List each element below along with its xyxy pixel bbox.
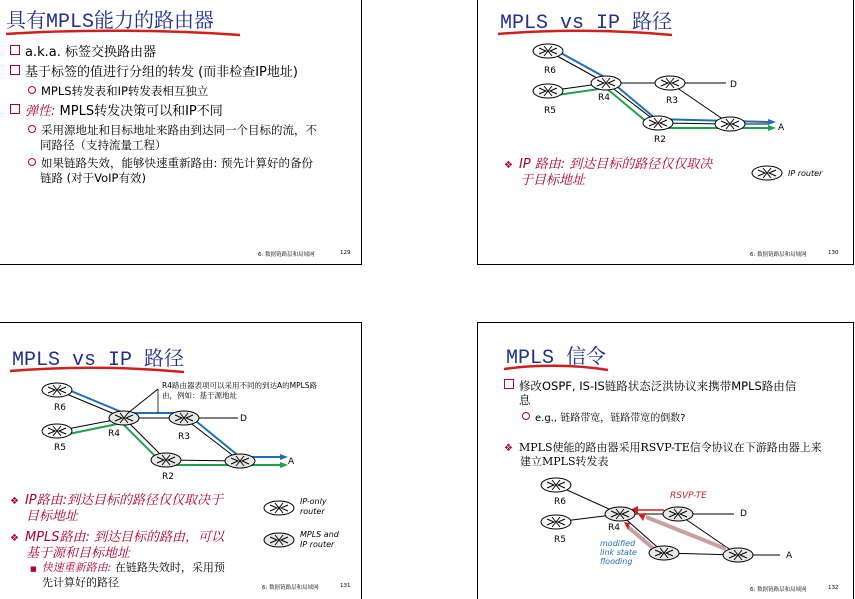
ip-router-legend-icon — [750, 164, 784, 182]
router-r5-icon — [533, 84, 563, 98]
square-bullet-icon — [10, 104, 20, 114]
diamond-bullet-icon: ❖ — [504, 160, 513, 171]
label-r2: R2 — [654, 135, 666, 145]
bullet: a.k.a. 标签交换路由器 — [10, 44, 156, 61]
slide-132 — [477, 322, 854, 599]
router-r3-icon — [169, 411, 199, 425]
router-r2-icon — [643, 116, 673, 130]
square-bullet-icon — [10, 65, 20, 75]
title-underline — [502, 363, 612, 375]
label-r6: R6 — [54, 403, 66, 413]
legend-ip-only: IP-only router — [300, 497, 327, 516]
label-d: D — [740, 509, 747, 519]
router-r4-icon — [591, 76, 621, 90]
circle-bullet-icon — [28, 125, 36, 133]
callout-arrow — [128, 389, 158, 413]
label-rsvp-te: RSVP-TE — [670, 491, 707, 501]
sub-bullet: e.g., 链路带宽，链路带宽的倒数? — [522, 411, 686, 426]
router-r6-icon — [541, 478, 571, 492]
bullet: ❖ MPLS路由: 到达目标的路由，可以 基于源和目标地址 — [10, 530, 225, 561]
square-bullet-icon — [10, 45, 20, 55]
bullet: 修改OSPF, IS-IS链路状态泛洪协议来携带MPLS路由信 息 — [504, 379, 796, 407]
square-bullet-icon — [504, 379, 514, 389]
label-a: A — [786, 551, 793, 561]
label-r5: R5 — [554, 535, 566, 545]
footer-chapter: 6: 数据链路层和局域网 — [258, 252, 315, 258]
footer-page: 131 — [340, 583, 351, 589]
label-r5: R5 — [54, 443, 66, 453]
label-r5: R5 — [544, 106, 556, 116]
sub-bullet: MPLS转发表和IP转发表相互独立 — [28, 84, 208, 99]
legend-mpls: MPLS and IP router — [300, 530, 339, 549]
router-r5-icon — [42, 424, 72, 438]
label-modified-flooding: modified link state flooding — [600, 539, 637, 566]
label-a: A — [288, 457, 295, 467]
legend-ip-router: IP router — [788, 169, 823, 178]
slide-131 — [0, 322, 362, 599]
router-a-icon — [723, 548, 753, 562]
label-r6: R6 — [544, 66, 556, 76]
footer-chapter: 6: 数据链路层和局域网 — [262, 585, 319, 591]
bullet: ❖ IP路由:到达目标的路径仅仅取决于 目标地址 — [10, 493, 224, 524]
footer-chapter: 6: 数据链路层和局域网 — [750, 587, 807, 593]
title-underline — [4, 28, 244, 40]
sub-bullet: ■ 快速重新路由: 在链路失效时，采用预 先计算好的路径 — [30, 561, 225, 589]
bullet: ❖ IP 路由: 到达目标的路径仅仅取决 于目标地址 — [504, 157, 713, 188]
circle-bullet-icon — [28, 86, 36, 94]
router-a-icon — [225, 454, 255, 468]
slide-title: MPLS vs IP 路径 — [12, 349, 185, 372]
router-r4-icon — [109, 411, 139, 425]
router-r3-icon — [663, 507, 693, 521]
label-r2: R2 — [162, 472, 174, 482]
circle-bullet-icon — [522, 412, 530, 420]
router-r6-icon — [533, 44, 563, 58]
label-r4: R4 — [608, 523, 620, 533]
router-r5-icon — [541, 515, 571, 529]
diamond-bullet-icon: ❖ — [10, 496, 19, 507]
router-r2-icon — [649, 546, 679, 560]
router-a-icon — [715, 117, 745, 131]
diamond-bullet-icon: ❖ — [504, 443, 513, 454]
network-diagram — [478, 473, 853, 583]
label-d: D — [730, 80, 737, 90]
router-r2-icon — [151, 453, 181, 467]
router-r3-icon — [655, 76, 685, 90]
footer-page: 130 — [828, 250, 839, 256]
bullet: 弹性: MPLS转发决策可以和IP不同 — [10, 103, 223, 120]
bullet: 基于标签的值进行分组的转发 (而非检查IP地址) — [10, 64, 298, 81]
bullet: ❖ MPLS使能的路由器采用RSVP-TE信令协议在下游路由器上来 建立MPLS转发表 — [504, 441, 822, 468]
callout-text: R4路由器表项可以采用不同的到达A的MPLS路 由，例如：基于源地址 — [162, 381, 318, 400]
router-r6-icon — [42, 383, 72, 397]
label-r6: R6 — [554, 497, 566, 507]
footer-page: 132 — [828, 585, 839, 591]
slide-title: 具有MPLS能力的路由器 — [6, 11, 215, 34]
slide-title: MPLS 信令 — [506, 347, 607, 370]
ip-only-legend-icon — [262, 499, 296, 517]
network-diagram — [478, 30, 853, 150]
square-bullet-icon: ■ — [30, 565, 37, 573]
label-r4: R4 — [598, 93, 610, 103]
label-r3: R3 — [178, 432, 190, 442]
label-r3: R3 — [666, 96, 678, 106]
slide-title: MPLS vs IP 路径 — [500, 12, 673, 35]
label-r4: R4 — [108, 429, 120, 439]
slide-130 — [477, 0, 854, 265]
router-r4-icon — [605, 507, 635, 521]
sub-bullet: 采用源地址和目标地址来路由到达同一个目标的流，不 同路径（支持流量工程） — [28, 123, 317, 153]
circle-bullet-icon — [28, 158, 36, 166]
footer-page: 129 — [340, 250, 351, 256]
label-a: A — [778, 123, 785, 133]
mpls-legend-icon — [262, 531, 296, 549]
sub-bullet: 如果链路失效，能够快速重新路由: 预先计算好的备份 链路 (对于VoIP有效) — [28, 156, 313, 186]
label-d: D — [240, 414, 247, 424]
diamond-bullet-icon: ❖ — [10, 533, 19, 544]
slide-129 — [0, 0, 362, 265]
footer-chapter: 6: 数据链路层和局域网 — [750, 252, 807, 258]
